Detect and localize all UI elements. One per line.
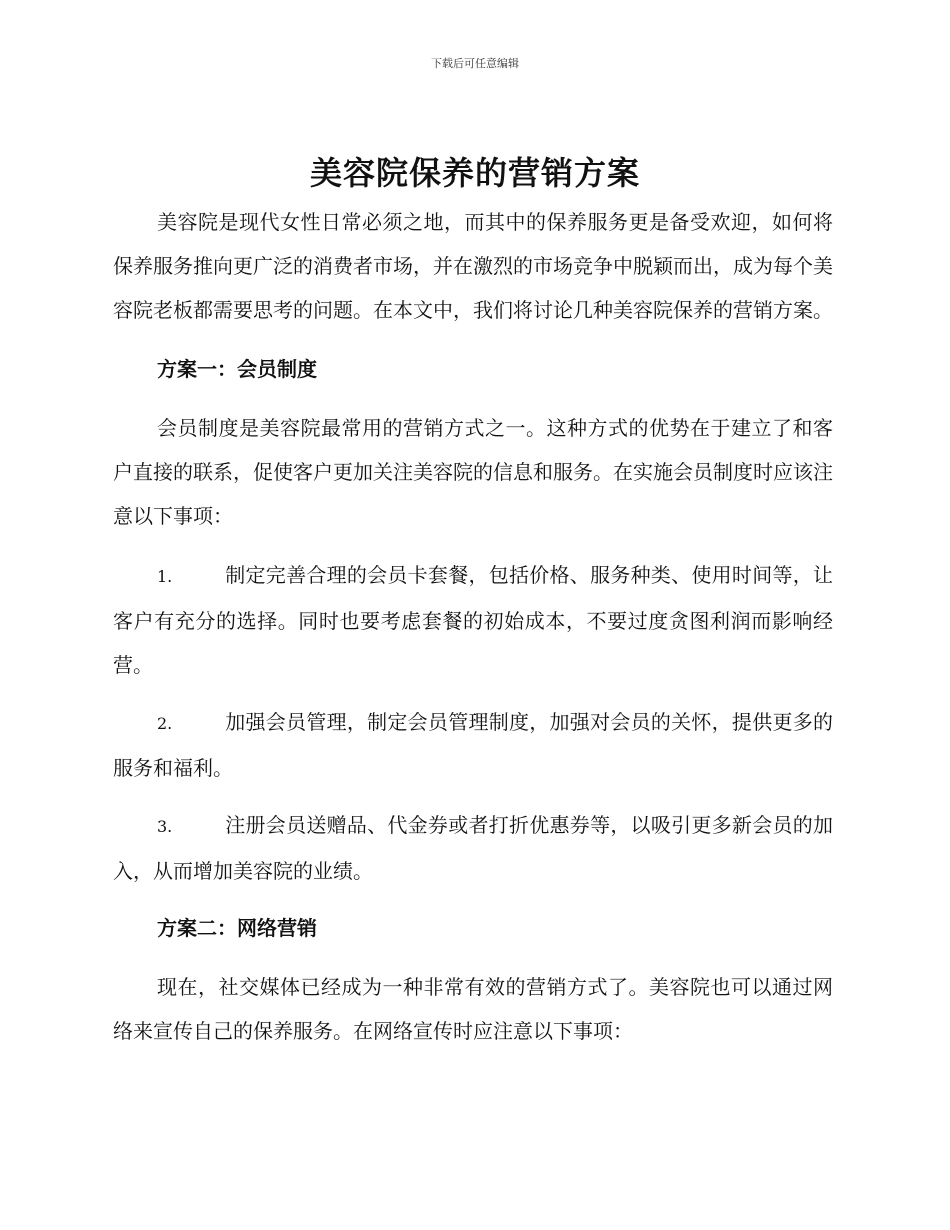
document-title: 美容院保养的营销方案 bbox=[309, 154, 640, 192]
section1-heading: 方案一：会员制度 bbox=[157, 357, 317, 381]
list-item bbox=[113, 803, 833, 893]
list-item bbox=[113, 700, 833, 790]
header-note: 下载后可任意编辑 bbox=[431, 57, 519, 70]
list-number: 3. bbox=[157, 817, 173, 836]
list-number: 1. bbox=[157, 567, 173, 586]
section2-paragraph: 现在，社交媒体已经成为一种非常有效的营销方式了。美容院也可以通过网络来宣传自己的保养服务。在网络宣传时应注意以下事项： bbox=[113, 975, 833, 1043]
section2-heading: 方案二：网络营销 bbox=[157, 916, 317, 940]
list-item-text: 加强会员管理，制定会员管理制度，加强对会员的关怀，提供更多的服务和福利。 bbox=[113, 710, 833, 780]
list-number: 2. bbox=[157, 714, 173, 733]
list-item-text: 注册会员送赠品、代金券或者打折优惠券等，以吸引更多新会员的加入，从而增加美容院的业绩。 bbox=[113, 813, 833, 883]
list-item-text: 制定完善合理的会员卡套餐，包括价格、服务种类、使用时间等，让客户有充分的选择。同时也要考虑套餐的初始成本，不要过度贪图利润而影响经营。 bbox=[113, 563, 833, 677]
intro-paragraph: 美容院是现代女性日常必须之地，而其中的保养服务更是备受欢迎，如何将保养服务推向更广泛的消费者市场，并在激烈的市场竞争中脱颖而出，成为每个美容院老板都需要思考的问题。在本文中，我们将讨论几种美容院保养的营销方案。 bbox=[113, 210, 833, 322]
list-item bbox=[113, 553, 833, 687]
section1-paragraph: 会员制度是美容院最常用的营销方式之一。这种方式的优势在于建立了和客户直接的联系，促使客户更加关注美容院的信息和服务。在实施会员制度时应该注意以下事项： bbox=[113, 416, 833, 528]
document-body bbox=[113, 200, 833, 1053]
